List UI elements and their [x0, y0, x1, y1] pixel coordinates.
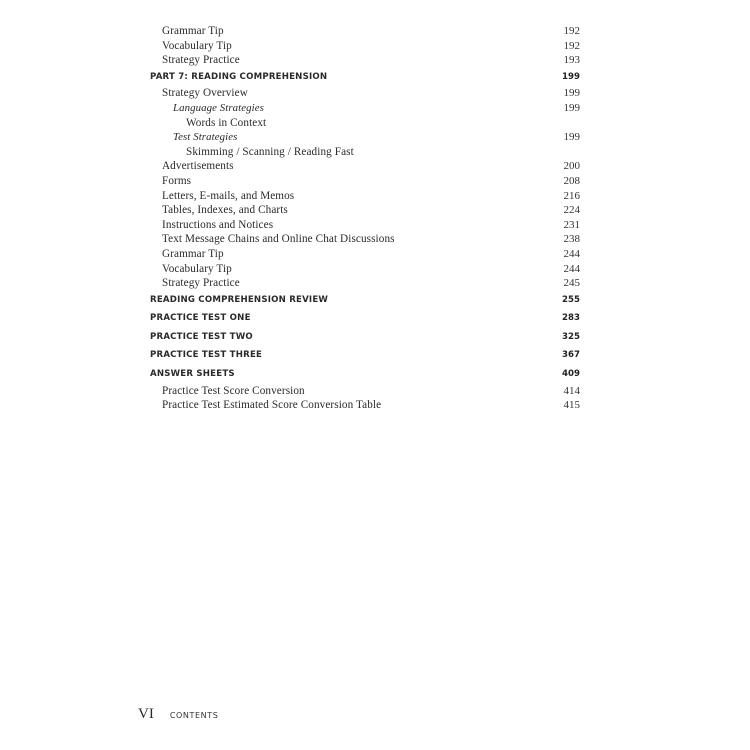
page-folio: VI [138, 706, 154, 722]
toc-entry-label: Instructions and Notices [162, 218, 274, 231]
toc-entry-label: Strategy Practice [162, 54, 240, 67]
toc-entry-page-number: 325 [562, 331, 580, 342]
toc-entry-page-number: 255 [562, 294, 580, 305]
toc-entry [150, 101, 580, 116]
toc-section-entry [150, 346, 580, 365]
toc-entry-label: PRACTICE TEST ONE [150, 313, 251, 324]
toc-entry-page-number: 224 [563, 204, 580, 217]
toc-entry-page-number: 367 [562, 350, 580, 361]
toc-entry [150, 189, 580, 204]
toc-entry-page-number: 199 [563, 131, 580, 144]
toc-entry [150, 262, 580, 277]
toc-entry-label: Text Message Chains and Online Chat Discussions [162, 233, 395, 246]
toc-entry [150, 53, 580, 68]
toc-section-entry [150, 309, 580, 328]
toc-entry-page-number: 199 [562, 71, 580, 82]
toc-entry-label: Strategy Practice [162, 277, 240, 290]
toc-entry-label: Skimming / Scanning / Reading Fast [186, 145, 354, 158]
toc-entry-page-number: 238 [563, 233, 580, 246]
toc-entry-page-number: 192 [563, 39, 580, 52]
toc-entry [150, 116, 580, 131]
toc-section-entry [150, 291, 580, 310]
toc-entry-label: Practice Test Score Conversion [162, 384, 305, 397]
toc-entry-label: READING COMPREHENSION REVIEW [150, 294, 329, 305]
toc-entry-page-number: 414 [563, 384, 580, 397]
toc-entry [150, 130, 580, 145]
toc-entry [150, 247, 580, 262]
toc-entry-label: ANSWER SHEETS [150, 369, 235, 380]
toc-entry-page-number: 199 [563, 101, 580, 114]
toc-entry [150, 24, 580, 39]
toc-entry-label: Tables, Indexes, and Charts [162, 204, 288, 217]
toc-section-entry [150, 328, 580, 347]
toc-entry-label: Grammar Tip [162, 247, 224, 260]
toc-section-entry [150, 68, 580, 87]
toc-entry-page-number: 283 [562, 313, 580, 324]
toc-entry [150, 398, 580, 413]
toc-entry [150, 39, 580, 54]
toc-entry-label: Letters, E-mails, and Memos [162, 189, 295, 202]
toc-entry-label: Practice Test Estimated Score Conversion Table [162, 399, 382, 412]
table-of-contents [150, 24, 580, 413]
toc-entry-label: PART 7: READING COMPREHENSION [150, 71, 328, 82]
toc-entry-page-number: 244 [563, 262, 580, 275]
toc-entry-label: Test Strategies [173, 131, 238, 144]
toc-entry-label: PRACTICE TEST THREE [150, 350, 263, 361]
toc-entry [150, 203, 580, 218]
toc-entry-page-number: 409 [562, 369, 580, 380]
toc-entry-label: Vocabulary Tip [162, 39, 232, 52]
toc-entry [150, 86, 580, 101]
toc-entry-label: Grammar Tip [162, 25, 224, 37]
toc-entry [150, 276, 580, 291]
toc-entry-label: PRACTICE TEST TWO [150, 331, 253, 342]
toc-entry [150, 232, 580, 247]
toc-entry-label: Words in Context [186, 116, 267, 129]
running-head: CONTENTS [169, 711, 219, 720]
toc-entry [150, 159, 580, 174]
toc-entry-page-number: 244 [563, 247, 580, 260]
page-footer [138, 706, 218, 723]
toc-entry-page-number: 216 [563, 189, 580, 202]
toc-entry [150, 218, 580, 233]
toc-entry-page-number: 199 [563, 87, 580, 100]
toc-entry-page-number: 200 [563, 160, 580, 173]
toc-entry-label: Language Strategies [173, 101, 264, 114]
toc-entry-page-number: 415 [563, 399, 580, 412]
toc-entry-page-number: 231 [563, 218, 580, 231]
toc-entry-label: Forms [162, 174, 192, 187]
toc-entry-page-number: 192 [563, 25, 580, 37]
toc-entry [150, 384, 580, 399]
toc-entry [150, 145, 580, 160]
toc-entry-page-number: 245 [563, 277, 580, 290]
toc-entry [150, 174, 580, 189]
toc-entry-label: Advertisements [162, 160, 234, 173]
toc-entry-label: Vocabulary Tip [162, 262, 232, 275]
toc-entry-label: Strategy Overview [162, 87, 248, 100]
toc-entry-page-number: 193 [563, 54, 580, 67]
toc-section-entry [150, 365, 580, 384]
toc-entry-page-number: 208 [563, 174, 580, 187]
